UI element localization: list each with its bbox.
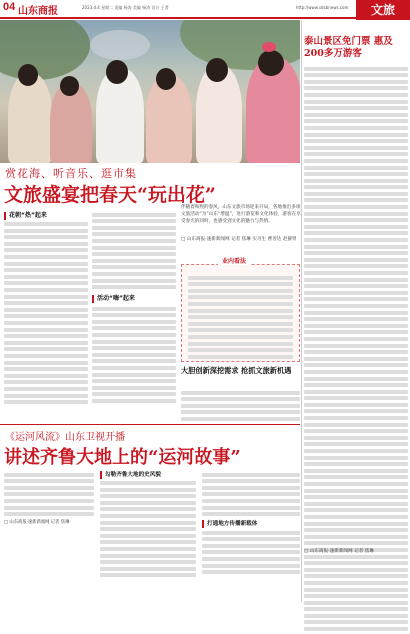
bottom-headline: 讲述齐鲁大地上的“运河故事” bbox=[4, 447, 241, 468]
main-headline: 文旅盛宴把春天“玩出花” bbox=[4, 184, 216, 206]
bottom-subhead-1: 勾勒齐鲁大地的史风貌 bbox=[100, 470, 196, 479]
quote-box bbox=[181, 264, 300, 362]
header-info: 2023.4.4 星期二 责编 杨涛 美编 杨涛 设计 王菁 bbox=[82, 5, 169, 10]
section-label: 文旅 bbox=[356, 0, 410, 20]
section-title-2: 活动“嗨”起来 bbox=[92, 293, 176, 303]
page-number: 04 bbox=[3, 1, 16, 13]
bottom-subhead-2: 打通地方传播新载体 bbox=[202, 519, 300, 528]
quote-box-title: 业内看法 bbox=[218, 256, 250, 265]
quote-text-lines bbox=[182, 265, 299, 359]
bottom-kicker: 《运河风流》山东卫视开播 bbox=[5, 432, 125, 443]
body-column-1 bbox=[4, 210, 88, 407]
main-kicker: 赏花海、听音乐、逛市集 bbox=[5, 167, 137, 180]
right-headline: 泰山景区免门票 惠及200多万游客 bbox=[304, 36, 393, 59]
bottom-byline: □ 山东商报·速新新闻网 记者 焦琳 bbox=[4, 520, 70, 526]
page-header bbox=[0, 0, 410, 17]
body-column-2 bbox=[92, 210, 176, 406]
main-photo bbox=[0, 20, 300, 163]
quote-body bbox=[181, 388, 300, 424]
main-byline: □ 山东商报·速新新闻网 记者 焦琳 实习生 曹善达 赵静贤 bbox=[181, 237, 297, 242]
bottom-column-3 bbox=[202, 470, 300, 577]
body-text-lines bbox=[92, 307, 176, 403]
body-text-lines bbox=[92, 213, 176, 290]
bottom-story-rule bbox=[0, 424, 300, 425]
main-intro: 伴随着和煦的春风，山东文旅市场迎来开局，各地推出多项文旅活动“为”山东“增温”，进行游览和文化体验，游客在享受春光的同时，也感受到文化的魅力与热情。 bbox=[181, 205, 301, 224]
section-title-1: 花朝“热”起来 bbox=[4, 210, 88, 220]
newspaper-name: 山东商报 bbox=[18, 6, 58, 17]
bottom-column-2 bbox=[100, 470, 196, 580]
website-url: http://www.sdsbnews.com bbox=[296, 5, 349, 10]
right-byline: □ 山东商报·速新新闻网 记者 焦琳 bbox=[304, 549, 374, 554]
bottom-column-1 bbox=[4, 470, 94, 527]
column-divider bbox=[301, 20, 302, 602]
body-text-lines bbox=[4, 222, 88, 404]
header-rule bbox=[0, 17, 356, 19]
quote-headline: 大胆创新深挖需求 抢抓文旅新机遇 bbox=[181, 366, 292, 375]
